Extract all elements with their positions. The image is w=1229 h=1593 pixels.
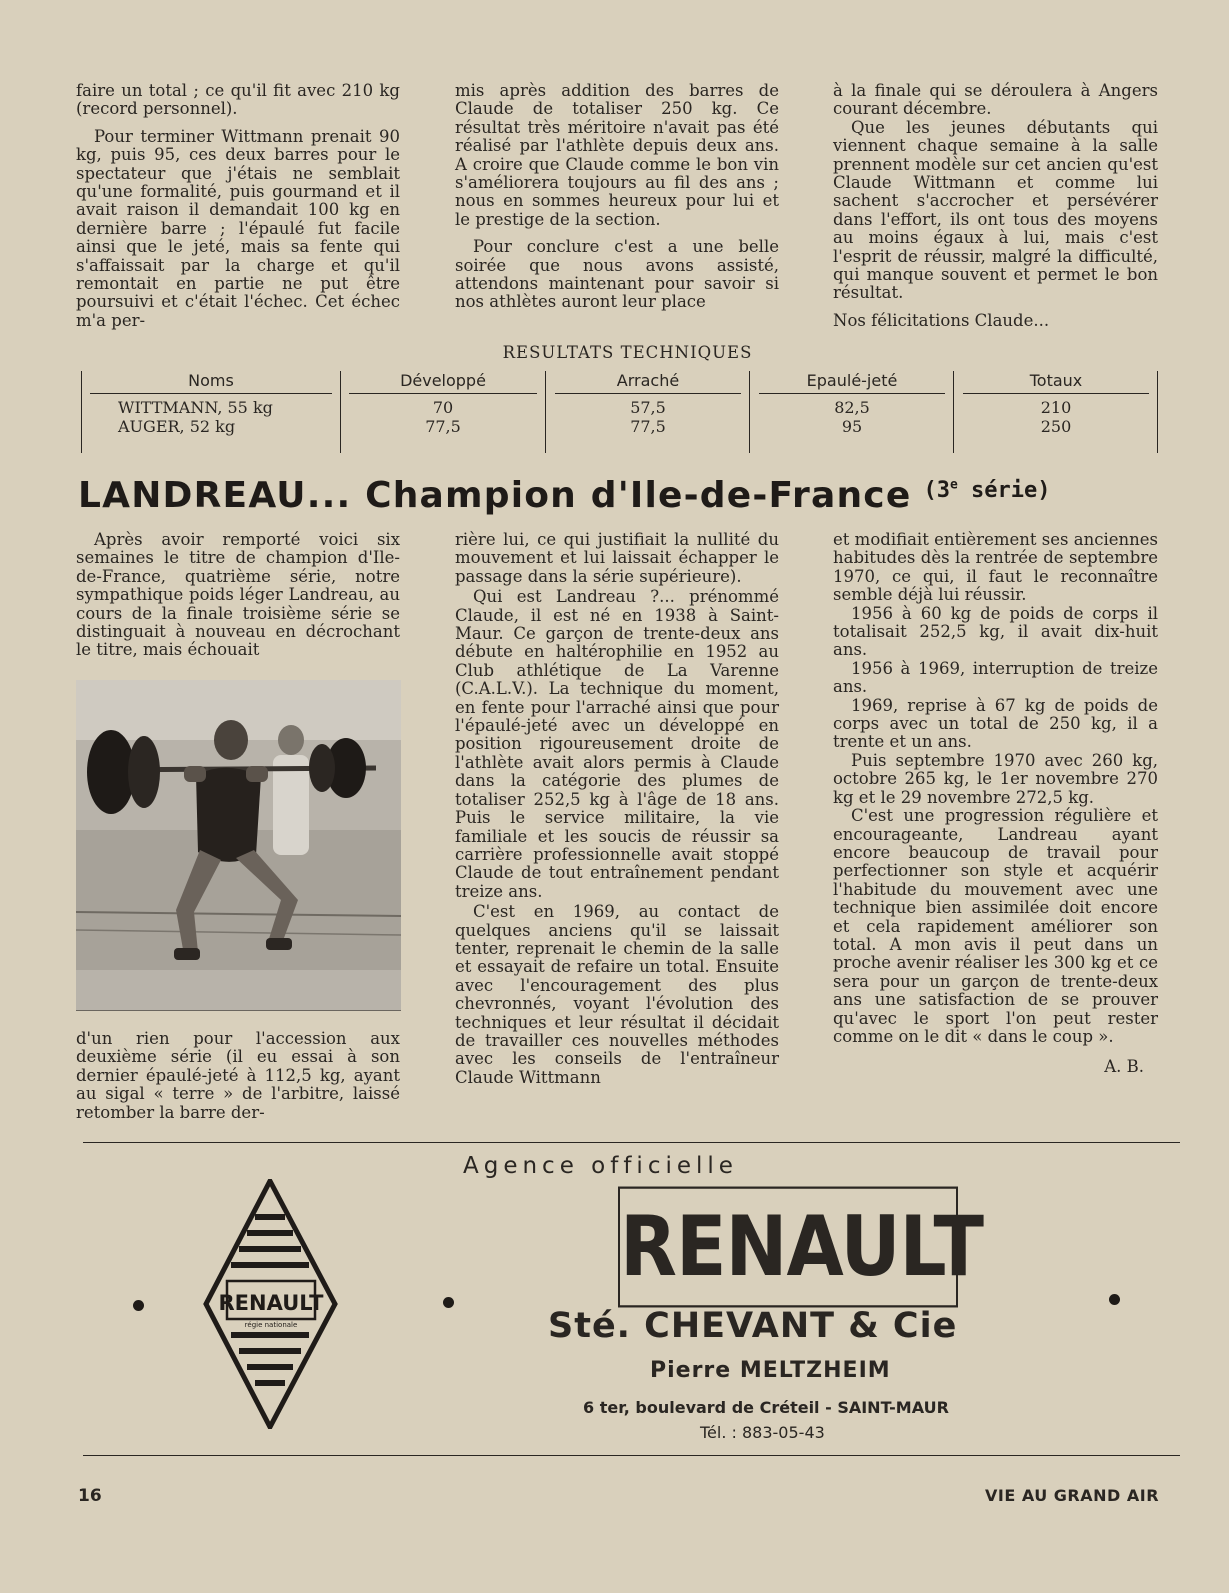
headline-main: LANDREAU... Champion d'Ile-de-France	[78, 475, 912, 516]
header-rule	[90, 393, 332, 394]
bullet-dot	[443, 1297, 454, 1308]
results-column-developpe	[341, 371, 546, 453]
landreau-col-1-top	[76, 531, 400, 660]
page-number: 16	[78, 1486, 102, 1506]
landreau-col-3	[833, 531, 1158, 1077]
paragraph: C'est en 1969, au contact de quelques anciens qu'il se laissait tenter, reprenait le chemin de la salle et essayait de refaire un total. Ensuite avec l'encouragement des plus chevronnés, voyant l'évolution des techniques et leur résultat il décidait de travailler ces nouvelles méthodes avec les conseils de l'entraîneur Claude Wittmann	[455, 902, 779, 1087]
paragraph: 1956 à 60 kg de poids de corps il totalisait 252,5 kg, il avait dix-huit ans.	[833, 603, 1158, 660]
paragraph: Puis septembre 1970 avec 260 kg, octobre 265 kg, le 1er novembre 270 kg et le 29 novembre 272,5 kg.	[833, 750, 1158, 807]
ad-agence-title: Agence officielle	[463, 1153, 738, 1179]
renault-advertisement	[83, 1142, 1180, 1456]
table-cell: 250	[1040, 417, 1072, 436]
ad-company-name: Sté. CHEVANT & Cie	[548, 1306, 958, 1346]
landreau-col-2	[455, 531, 779, 1087]
table-cell: 57,5	[630, 398, 666, 417]
column-header: Noms	[188, 371, 234, 390]
table-cell: 82,5	[834, 398, 870, 417]
headline-series	[923, 478, 1050, 503]
paragraph: mis après addition des barres de Claude de totaliser 250 kg. Ce résultat très méritoire n'avait pas été réalisé par l'athlète depuis deux ans. A croire que Claude comme le bon vin s'améliorera toujours au fil des ans ; nous en sommes heureux pour lui et le prestige de la section.	[455, 81, 779, 229]
table-cell: 210	[1040, 398, 1072, 417]
results-table	[81, 371, 1173, 454]
paragraph: rière lui, ce qui justifiait la nullité du mouvement et lui laissait échapper le passage dans la série supérieure).	[455, 530, 779, 586]
column-header: Epaulé-jeté	[806, 371, 898, 390]
weightlifter-photo	[76, 680, 401, 1011]
results-column-arrache	[547, 371, 750, 453]
paragraph: 1969, reprise à 67 kg de poids de corps avec un total de 250 kg, il a trente et un ans.	[833, 695, 1158, 752]
paragraph: faire un total ; ce qu'il fit avec 210 kg (record personnel).	[76, 81, 400, 119]
bullet-dot	[133, 1300, 144, 1311]
paragraph: Nos félicitations Claude...	[833, 310, 1050, 330]
header-rule	[349, 393, 537, 394]
paragraph: et modifiait entièrement ses anciennes habitudes dès la rentrée de septembre 1970, ce qui, il faut le reconnaître semble déjà lui réussir.	[833, 530, 1158, 605]
paragraph: 1956 à 1969, interruption de treize ans.	[833, 658, 1158, 697]
paragraph: d'un rien pour l'accession aux deuxième série (il eu essai à son dernier épaulé-jeté à 112,5 kg, ayant au sigal « terre » de l'arbitre, laissé retomber la barre der-	[76, 1029, 400, 1122]
weightlifter-illustration	[76, 680, 401, 1010]
renault-diamond-logo-icon	[203, 1179, 338, 1429]
logo-subtext: régie nationale	[244, 1321, 298, 1329]
results-column-names	[81, 371, 341, 453]
paragraph: Que les jeunes débutants qui viennent chaque semaine à la salle prennent modèle sur cet ancien qu'est Claude Wittmann et comme lui sachent s'accrocher et persévérer dans l'effort, ils ont tous des moyens au moins égaux à lui, mais c'est l'esprit de réussir, malgré la difficulté, qui manque souvent et permet le bon résultat.	[833, 117, 1158, 303]
column-header: Totaux	[1029, 371, 1083, 390]
results-table-title: RESULTATS TECHNIQUES	[502, 343, 753, 362]
article-signature: A. B.	[1104, 1057, 1144, 1077]
column-header: Arraché	[616, 371, 680, 390]
series-superscript: e	[949, 477, 958, 493]
table-cell: AUGER, 52 kg	[118, 417, 236, 436]
paragraph: Qui est Landreau ?... prénommé Claude, il est né en 1938 à Saint-Maur. Ce garçon de trente-deux ans débute en haltérophilie en 1952 au Club athlétique de La Varenne (C.A.L.V.). La technique du moment, en fente pour l'arraché ainsi que pour l'épaulé-jeté avec un développé en position rigoureusement droite de l'athlète avait alors permis à Claude dans la catégorie des plumes de totaliser 252,5 kg à l'âge de 18 ans. Puis le service militaire, la vie familiale et les soucis de réussir sa carrière professionnelle avait stoppé Claude de tout entraînement pendant treize ans.	[455, 587, 779, 901]
results-column-epaule-jete	[751, 371, 954, 453]
landreau-col-1-bottom	[76, 1030, 400, 1122]
column-header: Développé	[400, 371, 486, 390]
table-cell: 70	[432, 398, 454, 417]
series-close: série)	[957, 478, 1051, 503]
paragraph: Après avoir remporté voici six semaines le titre de champion d'Ile-de-France, quatrième série, notre sympathique poids léger Landreau, au cours de la finale troisième série se distinguait à nouveau en décrochant le titre, mais échouait	[76, 530, 400, 660]
paragraph: C'est une progression régulière et encourageante, Landreau ayant encore beaucoup de travail pour perfectionner son style et acquérir l'habitude du mouvement avec une technique bien assimilée doit encore et cela rapidement améliorer son total. A mon avis il peut dans un proche avenir réaliser les 300 kg et ce sera pour un garçon de trente-deux ans une satisfaction de se prouver qu'avec le sport l'on peut rester comme on le dit « dans le coup ».	[833, 806, 1158, 1046]
ad-contact-name: Pierre MELTZHEIM	[650, 1358, 891, 1383]
paragraph: Pour terminer Wittmann prenait 90 kg, puis 95, ces deux barres pour le spectateur que j'étais ne semblait qu'une formalité, puis gourmand et il avait raison il demandait 100 kg en dernière barre ; l'épaulé fut facile ainsi que le jeté, mais sa fente qui s'affaissait par la charge et qu'il remontait en partie ne put être poursuivi et c'était l'échec. Cet échec m'a per-	[76, 126, 400, 330]
series-open: (3	[923, 478, 950, 503]
ad-address: 6 ter, boulevard de Créteil - SAINT-MAUR	[583, 1398, 949, 1417]
header-rule	[555, 393, 741, 394]
top-article-col-1	[76, 82, 400, 330]
table-cell: 95	[841, 417, 863, 436]
results-column-totaux	[955, 371, 1158, 453]
table-cell: 77,5	[425, 417, 461, 436]
bullet-dot	[1109, 1294, 1120, 1305]
top-article-col-2	[455, 82, 779, 312]
header-rule	[759, 393, 945, 394]
magazine-name: VIE AU GRAND AIR	[985, 1486, 1160, 1505]
ad-phone: Tél. : 883-05-43	[700, 1423, 825, 1442]
paragraph: Pour conclure c'est a une belle soirée que nous avons assisté, attendons maintenant pour savoir si nos athlètes auront leur place	[455, 237, 779, 312]
paragraph: à la finale qui se déroulera à Angers courant décembre.	[833, 81, 1158, 119]
table-cell: WITTMANN, 55 kg	[118, 398, 273, 417]
table-cell: 77,5	[630, 417, 666, 436]
renault-brand-box: RENAULT	[618, 1187, 958, 1308]
article-headline	[78, 475, 1051, 516]
top-article-col-3	[833, 82, 1158, 330]
header-rule	[963, 393, 1149, 394]
logo-text: RENAULT	[218, 1291, 324, 1315]
